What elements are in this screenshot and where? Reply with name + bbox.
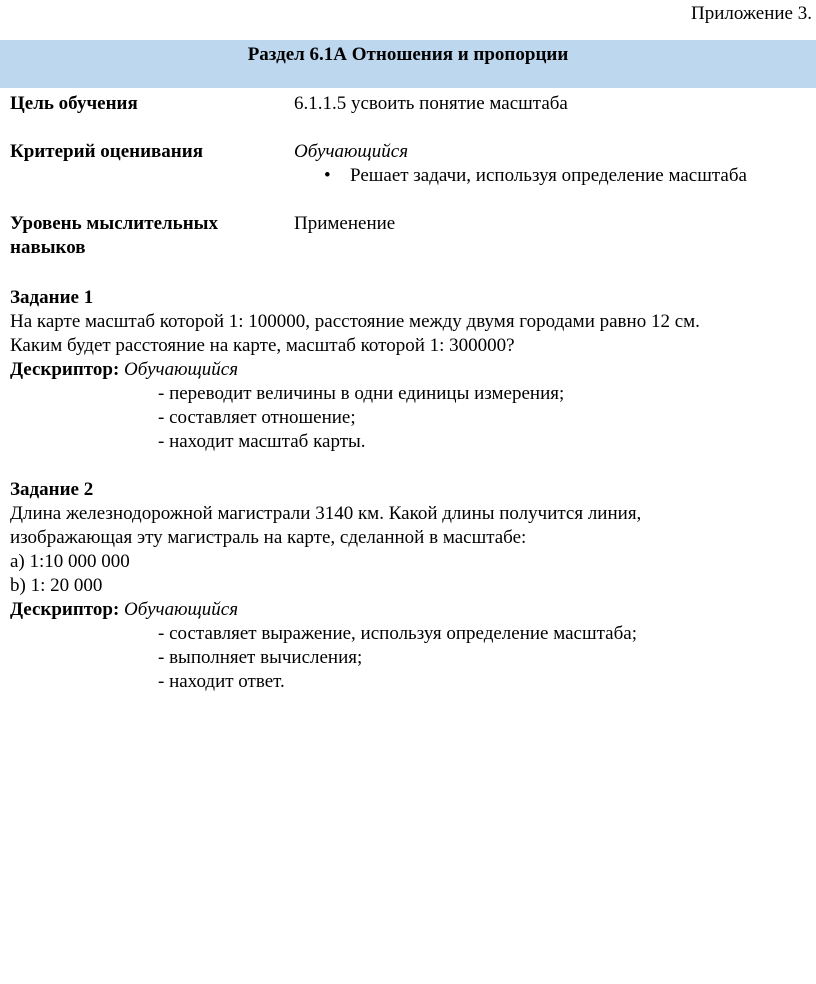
- goal-row: [10, 92, 816, 116]
- criteria-subject: Обучающийся: [294, 141, 409, 162]
- task1-line1: На карте масштаб которой 1: 100000, расстояние между двумя городами равно 12 см.: [10, 311, 700, 332]
- task1-title: Задание 1: [10, 287, 94, 308]
- bullet-icon: •: [324, 165, 331, 186]
- task2-descriptor-item: - выполняет вычисления;: [158, 647, 363, 668]
- task1-descriptor-subject: Обучающийся: [124, 359, 239, 380]
- level-row: [10, 212, 816, 260]
- level-label-line2: навыков: [10, 237, 86, 258]
- task2-descriptor-subject: Обучающийся: [124, 599, 239, 620]
- task2-line1: Длина железнодорожной магистрали 3140 км. Какой длины получится линия,: [10, 503, 642, 524]
- task1-descriptor: [10, 358, 816, 382]
- tasks: [10, 286, 816, 694]
- task1-line2: Каким будет расстояние на карте, масштаб которой 1: 300000?: [10, 335, 515, 356]
- task1-descriptor-item: - составляет отношение;: [158, 407, 356, 428]
- task2-title: Задание 2: [10, 479, 94, 500]
- meta-table: [10, 92, 816, 260]
- criteria-bullet-text: Решает задачи, используя определение масштаба: [350, 165, 747, 186]
- criteria-bullet: [294, 164, 816, 188]
- task1-descriptor-item: - находит масштаб карты.: [158, 431, 366, 452]
- task2-descriptor-item: - находит ответ.: [158, 671, 285, 692]
- level-label: [10, 212, 294, 260]
- task2-option-a: a) 1:10 000 000: [10, 551, 130, 572]
- level-label-line1: Уровень мыслительных: [10, 213, 218, 234]
- criteria-value: [294, 140, 816, 188]
- task1-descriptor-label: Дескриптор:: [10, 359, 120, 380]
- task2: [10, 478, 816, 694]
- goal-value: 6.1.1.5 усвоить понятие масштаба: [294, 93, 568, 114]
- task2-descriptor: [10, 598, 816, 622]
- task2-option-b: b) 1: 20 000: [10, 575, 103, 596]
- task2-descriptor-label: Дескриптор:: [10, 599, 120, 620]
- task2-line2: изображающая эту магистраль на карте, сделанной в масштабе:: [10, 527, 527, 548]
- level-value: Применение: [294, 213, 396, 234]
- section-title: Раздел 6.1А Отношения и пропорции: [0, 40, 816, 88]
- task1-descriptor-item: - переводит величины в одни единицы измерения;: [158, 383, 565, 404]
- task2-descriptor-item: - составляет выражение, используя определение масштаба;: [158, 623, 637, 644]
- criteria-row: [10, 140, 816, 188]
- goal-label: Цель обучения: [10, 93, 138, 114]
- task1: [10, 286, 816, 454]
- criteria-label: Критерий оценивания: [10, 141, 203, 162]
- appendix-label: Приложение 3.: [691, 3, 812, 24]
